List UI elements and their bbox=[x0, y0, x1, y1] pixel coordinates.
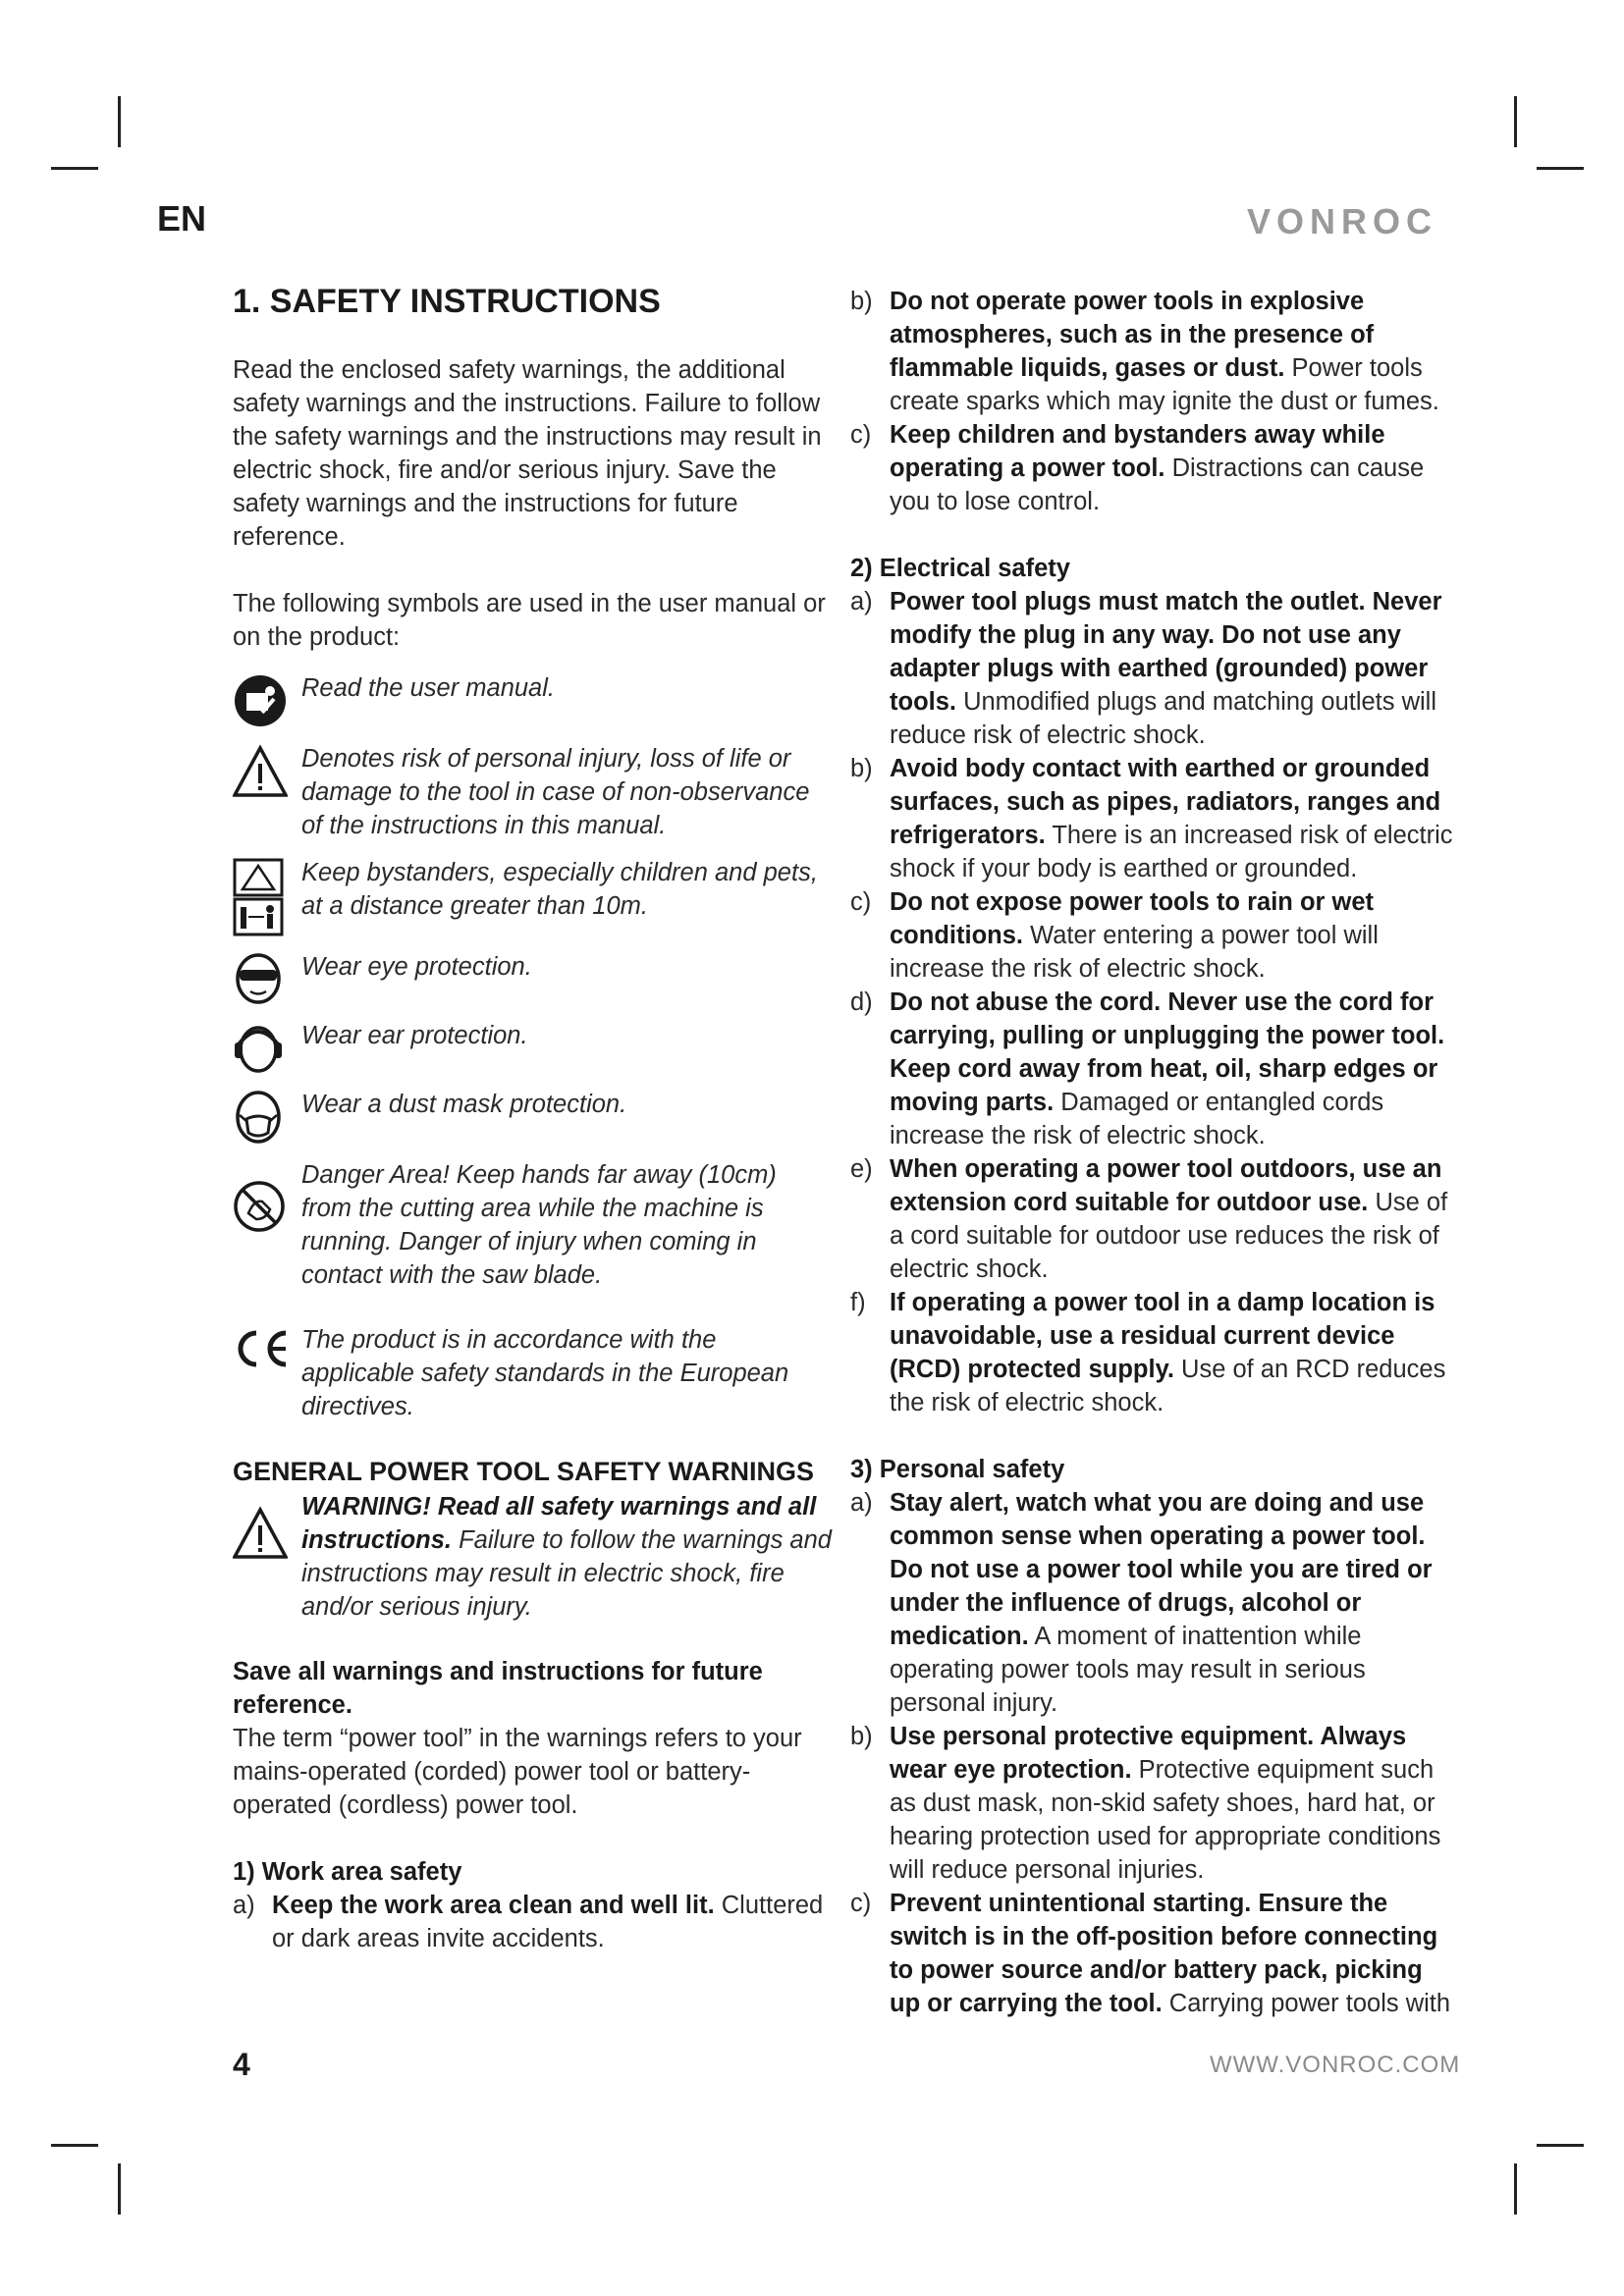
item-label: c) bbox=[850, 1890, 872, 1917]
item-bold: Do not expose power tools to rain or wet conditions. bbox=[890, 888, 1375, 949]
item-label: b) bbox=[850, 755, 873, 782]
item-label: b) bbox=[850, 1723, 873, 1750]
list-item bbox=[850, 418, 1459, 518]
symbol-row bbox=[233, 1323, 832, 1423]
item-rest: Cluttered or dark areas invite accidents. bbox=[272, 1892, 824, 1952]
warning-triangle-icon bbox=[233, 742, 301, 799]
list-item bbox=[850, 1486, 1459, 1720]
symbol-text: Danger Area! Keep hands far away (10cm) from the cutting area while the machine is running. Danger of injury when coming in contact with the saw blade. bbox=[301, 1161, 777, 1289]
list-item bbox=[850, 1887, 1459, 2020]
list-item bbox=[850, 585, 1459, 752]
item-rest: Protective equipment such as dust mask, non-skid safety shoes, hard hat, or hearing protection used for appropriate conditions will reduce personal injuries. bbox=[890, 1756, 1441, 1884]
symbol-text: Wear ear protection. bbox=[301, 1022, 528, 1049]
right-column bbox=[850, 285, 1459, 2020]
list-item bbox=[850, 885, 1459, 986]
list-item bbox=[233, 1889, 832, 1955]
term-definition: The term “power tool” in the warnings refers to your mains-operated (corded) power tool or battery-operated (cordless) power tool. bbox=[233, 1725, 802, 1819]
item-bold: Power tool plugs must match the outlet. Never modify the plug in any way. Do not use any adapter plugs with earthed (grounded) power tools. bbox=[890, 588, 1442, 716]
personal-safety-title: 3) Personal safety bbox=[850, 1456, 1065, 1483]
item-label: a) bbox=[850, 588, 873, 615]
general-warnings-title: GENERAL POWER TOOL SAFETY WARNINGS bbox=[233, 1457, 815, 1486]
crop-mark bbox=[118, 2163, 121, 2215]
crop-mark bbox=[1537, 167, 1584, 170]
item-rest: Damaged or entangled cords increase the risk of electric shock. bbox=[890, 1089, 1384, 1149]
save-warnings-title: Save all warnings and instructions for future reference. bbox=[233, 1658, 763, 1719]
left-column bbox=[233, 285, 832, 1955]
symbol-row bbox=[233, 671, 832, 728]
symbols-intro: The following symbols are used in the user manual or on the product: bbox=[233, 590, 826, 651]
dust-mask-icon bbox=[233, 1088, 301, 1145]
warning-bold: WARNING! Read all safety warnings and all instructions. bbox=[301, 1493, 817, 1554]
crop-mark bbox=[51, 2144, 98, 2147]
item-label: f) bbox=[850, 1289, 866, 1316]
item-rest: Carrying power tools with bbox=[1162, 1990, 1451, 2017]
ear-protection-icon bbox=[233, 1019, 301, 1074]
warning-rest: Failure to follow the warnings and instructions may result in electric shock, fire and/or serious injury. bbox=[301, 1526, 832, 1621]
item-rest: Water entering a power tool will increase the risk of electric shock. bbox=[890, 922, 1379, 983]
website-url: WWW.VONROC.COM bbox=[1210, 2052, 1461, 2078]
crop-mark bbox=[1514, 96, 1517, 147]
keep-bystanders-away-icon bbox=[233, 856, 301, 936]
warning-row bbox=[233, 1490, 832, 1624]
symbol-row bbox=[233, 1088, 832, 1145]
intro-text: Read the enclosed safety warnings, the additional safety warnings and the instructions. Failure to follow the safety warnings and the instructions may result in electric shock, fire and/or serious injury. Save the safety warnings and the instructions for future reference. bbox=[233, 356, 822, 551]
item-bold: Avoid body contact with earthed or grounded surfaces, such as pipes, radiators, ranges and refrigerators. bbox=[890, 755, 1441, 849]
crop-mark bbox=[118, 96, 121, 147]
list-item bbox=[850, 752, 1459, 885]
item-rest: Use of an RCD reduces the risk of electric shock. bbox=[890, 1356, 1446, 1416]
brand-logo: VONROC bbox=[1247, 201, 1438, 241]
language-code: EN bbox=[157, 198, 207, 239]
crop-mark bbox=[1514, 2163, 1517, 2215]
page-title: 1. SAFETY INSTRUCTIONS bbox=[233, 283, 661, 320]
symbol-text: Keep bystanders, especially children and pets, at a distance greater than 10m. bbox=[301, 859, 818, 920]
item-label: c) bbox=[850, 888, 872, 916]
list-item bbox=[850, 285, 1459, 418]
item-bold: When operating a power tool outdoors, use an extension cord suitable for outdoor use. bbox=[890, 1155, 1442, 1216]
electrical-safety-title: 2) Electrical safety bbox=[850, 555, 1070, 582]
item-rest: Use of a cord suitable for outdoor use reduces the risk of electric shock. bbox=[890, 1189, 1448, 1283]
list-item bbox=[850, 986, 1459, 1152]
list-item bbox=[850, 1286, 1459, 1419]
page-number: 4 bbox=[233, 2047, 250, 2082]
symbol-row bbox=[233, 1158, 832, 1292]
warning-triangle-icon bbox=[233, 1490, 301, 1561]
eye-protection-icon bbox=[233, 950, 301, 1005]
read-manual-icon bbox=[233, 671, 301, 728]
symbol-row bbox=[233, 950, 832, 1005]
item-bold: Prevent unintentional starting. Ensure the switch is in the off-position before connecting to power source and/or battery pack, picking up or carrying the tool. bbox=[890, 1890, 1438, 2017]
crop-mark bbox=[51, 167, 98, 170]
symbol-text: Wear a dust mask protection. bbox=[301, 1091, 627, 1118]
item-bold: Do not operate power tools in explosive atmospheres, such as in the presence of flammable liquids, gases or dust. bbox=[890, 288, 1375, 382]
symbol-text: The product is in accordance with the applicable safety standards in the European directives. bbox=[301, 1326, 789, 1420]
symbol-text: Denotes risk of personal injury, loss of life or damage to the tool in case of non-observance of the instructions in this manual. bbox=[301, 745, 810, 839]
item-rest: Power tools create sparks which may ignite the dust or fumes. bbox=[890, 354, 1439, 415]
item-rest: Unmodified plugs and matching outlets will reduce risk of electric shock. bbox=[890, 688, 1437, 749]
item-bold: Keep children and bystanders away while operating a power tool. bbox=[890, 421, 1385, 482]
item-bold: Stay alert, watch what you are doing and use common sense when operating a power tool. Do not use a power tool while you are tired or under the influence of drugs, alcohol or medication. bbox=[890, 1489, 1433, 1650]
work-area-title: 1) Work area safety bbox=[233, 1858, 462, 1886]
item-label: a) bbox=[233, 1892, 255, 1919]
crop-mark bbox=[1537, 2144, 1584, 2147]
symbol-row bbox=[233, 742, 832, 842]
item-label: c) bbox=[850, 421, 872, 449]
item-bold: Keep the work area clean and well lit. bbox=[272, 1892, 715, 1919]
warning-text bbox=[301, 1490, 832, 1624]
symbol-row bbox=[233, 856, 832, 936]
item-label: b) bbox=[850, 288, 873, 315]
danger-area-icon bbox=[233, 1158, 301, 1233]
item-rest: There is an increased risk of electric shock if your body is earthed or grounded. bbox=[890, 822, 1453, 882]
item-bold: If operating a power tool in a damp location is unavoidable, use a residual current device (RCD) protected supply. bbox=[890, 1289, 1435, 1383]
item-label: d) bbox=[850, 988, 873, 1016]
item-label: a) bbox=[850, 1489, 873, 1517]
symbol-text: Wear eye protection. bbox=[301, 953, 532, 981]
list-item bbox=[850, 1152, 1459, 1286]
item-rest: A moment of inattention while operating power tools may result in serious personal injury. bbox=[890, 1623, 1366, 1717]
item-bold: Use personal protective equipment. Always wear eye protection. bbox=[890, 1723, 1407, 1784]
symbol-row bbox=[233, 1019, 832, 1074]
item-bold: Do not abuse the cord. Never use the cord for carrying, pulling or unplugging the power tool. Keep cord away from heat, oil, sharp edges or moving parts. bbox=[890, 988, 1445, 1116]
symbol-text: Read the user manual. bbox=[301, 674, 555, 702]
item-label: e) bbox=[850, 1155, 873, 1183]
item-rest: Distractions can cause you to lose control. bbox=[890, 454, 1425, 515]
list-item bbox=[850, 1720, 1459, 1887]
ce-mark-icon bbox=[233, 1323, 301, 1368]
